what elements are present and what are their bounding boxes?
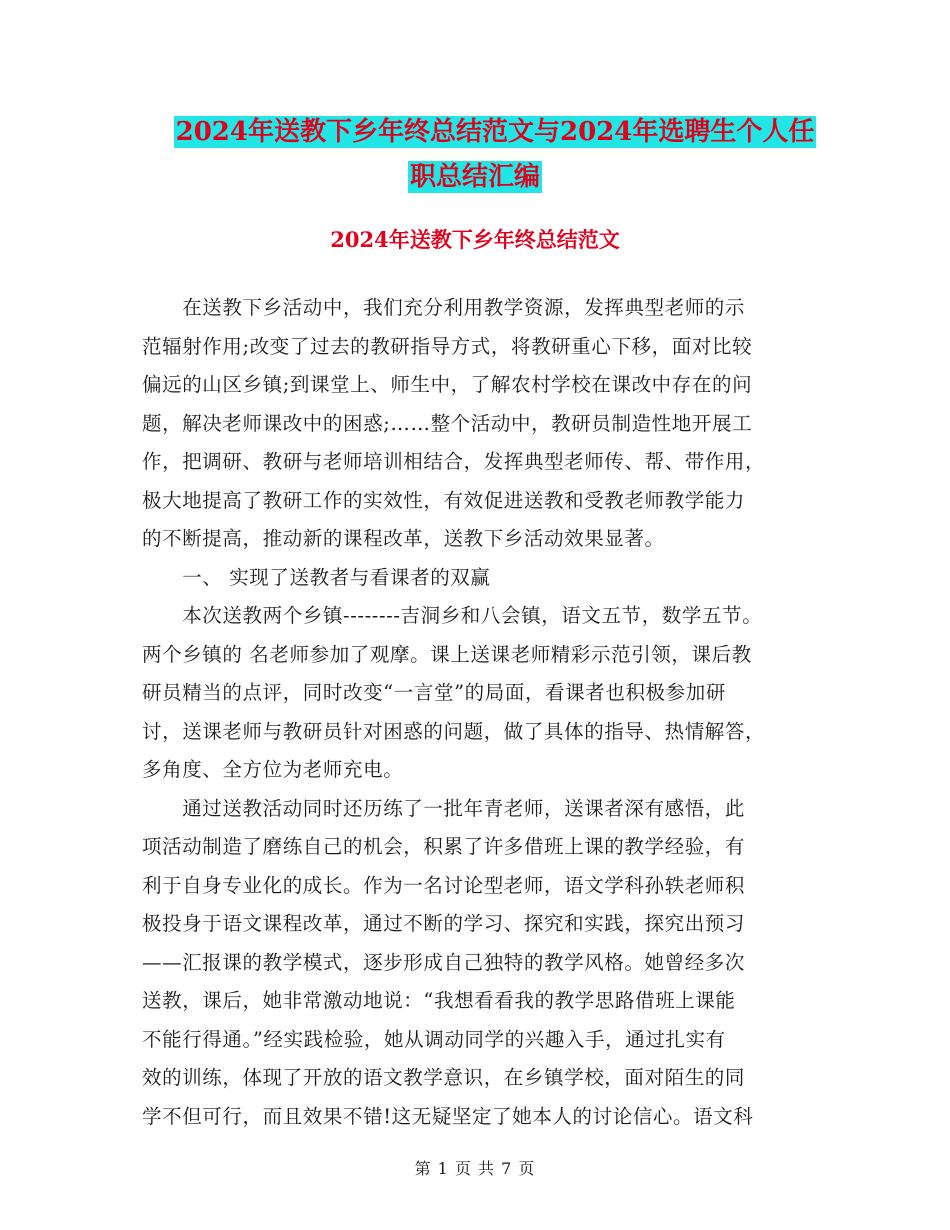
body-line: 不能行得通。”经实践检验，她从调动同学的兴趣入手，通过扎实有 xyxy=(142,1027,726,1051)
body-line: 题，解决老师课改中的困惑;……整个活动中，教研员制造性地开展工 xyxy=(142,411,753,435)
body-line: 范辐射作用;改变了过去的教研指导方式，将教研重心下移，面对比较 xyxy=(142,334,753,358)
body-line: 研员精当的点评，同时改变“一言堂”的局面，看课者也积极参加研 xyxy=(142,681,726,704)
body-line: ——汇报课的教学模式，逐步形成自己独特的教学风格。她曾经多次 xyxy=(142,950,746,974)
section-title: 2024年送教下乡年终总结范文 xyxy=(330,227,620,252)
body-line: 通过送教活动同时还历练了一批年青老师，送课者深有感悟，此 xyxy=(142,796,746,820)
body-text xyxy=(142,289,802,1136)
body-line: 的不断提高，推动新的课程改革，送教下乡活动效果显著。 xyxy=(142,527,665,550)
body-line: 偏远的山区乡镇;到课堂上、师生中，了解农村学校在课改中存在的问 xyxy=(142,373,753,396)
body-line: 两个乡镇的 名老师参加了观摩。课上送课老师精彩示范引领，课后教 xyxy=(142,642,752,666)
body-line: 极大地提高了教研工作的实效性，有效促进送教和受教老师教学能力 xyxy=(142,488,746,512)
body-line: 送教，课后，她非常激动地说：“我想看看我的教学思路借班上课能 xyxy=(142,989,736,1012)
body-line: 利于自身专业化的成长。作为一名讨论型老师，语文学科孙轶老师积 xyxy=(142,873,746,897)
body-line: 讨，送课老师与教研员针对困惑的问题，做了具体的指导、热情解答， xyxy=(142,719,766,743)
body-line: 多角度、全方位为老师充电。 xyxy=(142,758,404,781)
document-title-line-2 xyxy=(0,157,950,197)
body-line: 效的训练，体现了开放的语文教学意识，在乡镇学校，面对陌生的同 xyxy=(142,1066,746,1089)
body-line: 一、 实现了送教者与看课者的双赢 xyxy=(142,565,491,589)
body-line: 极投身于语文课程改革，通过不断的学习、探究和实践，探究出预习 xyxy=(142,912,746,935)
page-footer: 第 1 页 共 7 页 xyxy=(414,1159,536,1178)
body-line: 作，把调研、教研与老师培训相结合，发挥典型老师传、帮、带作用， xyxy=(142,450,766,473)
highlighted-title-text-2: 职总结汇编 xyxy=(409,162,540,192)
body-line: 项活动制造了磨练自己的机会，积累了许多借班上课的教学经验，有 xyxy=(142,835,746,858)
body-line: 学不但可行，而且效果不错!这无疑坚定了她本人的讨论信心。语文科 xyxy=(142,1104,754,1128)
body-line: 本次送教两个乡镇--------吉洞乡和八会镇，语文五节，数学五节。 xyxy=(142,604,763,627)
document-title-line-1 xyxy=(20,112,950,152)
highlighted-title-text-1: 2024年送教下乡年终总结范文与2024年选聘生个人任 xyxy=(175,117,815,147)
body-line: 在送教下乡活动中，我们充分利用教学资源，发挥典型老师的示 xyxy=(142,296,746,319)
